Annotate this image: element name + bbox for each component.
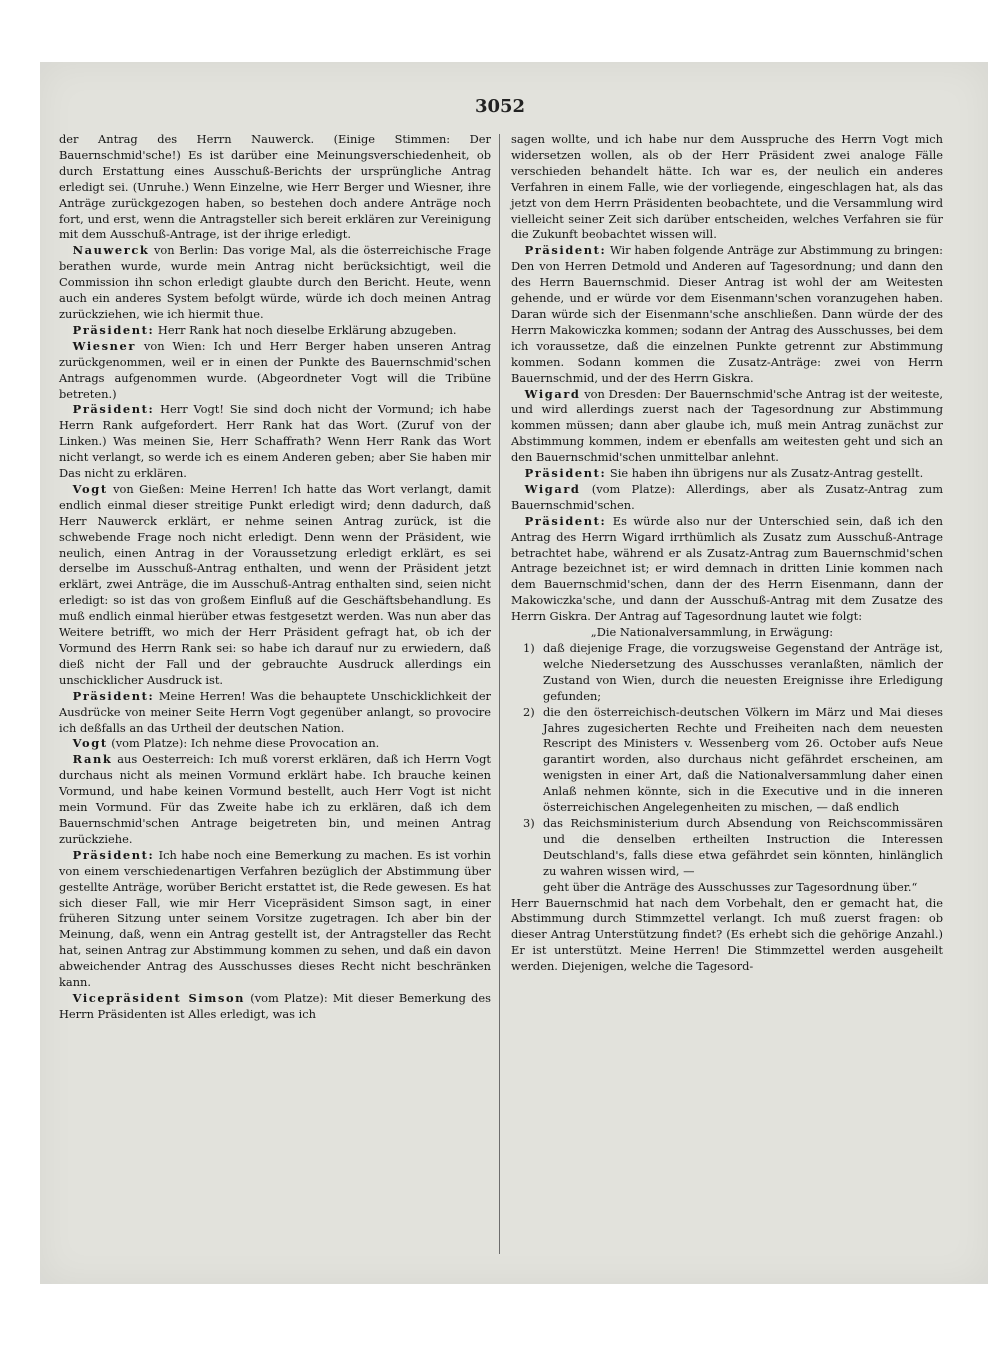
list-number: 2) — [523, 704, 535, 719]
list-number: 1) — [523, 641, 535, 655]
paragraph — [59, 402, 491, 482]
list-item — [511, 816, 943, 880]
paragraph — [59, 482, 491, 689]
speaker-name: Präsident: — [524, 243, 607, 258]
speech-text: von Dresden: Der Bauernschmid'sche Antrag ist der weiteste, und wird allerdings zuerst nach der Tagesordnung zur Abstimmung kommen müssen; dann aber glaube ich, muß mein Antrag zunächst zur Abstimmung kommen, indem er ebenfalls am weitesten geht und sich an den Bauernschmid'schen unmittelbar anlehnt. — [511, 386, 943, 465]
paragraph — [59, 991, 491, 1023]
speech-text: Es würde also nur der Unterschied sein, daß ich den Antrag des Herrn Wigard irrthümlich als Zusatz zum Ausschuß-Antrage betrachtet habe, während er als Zusatz-Antrag zum Bauernschmid'schen Antrage bezeichnet ist; er wird demnach in dritten Linie kommen nach dem Bauernschmid'schen, dann der des Herrn Eisenmann, dann der Makowiczka'sche, und dann der Ausschuß-Antrag mit dem Zusatze des Herrn Giskra. Der Antrag auf Tagesordnung lautet wie folgt: — [511, 513, 943, 624]
quote-close: geht über die Anträge des Ausschusses zur Tagesordnung über.“ — [543, 879, 918, 894]
speaker-name: Präsident: — [72, 402, 155, 417]
speech-text: Wir haben folgende Anträge zur Abstimmung zu bringen: Den von Herren Detmold und Anderen auf Tagesordnung; und dann den des Herrn Bauernschmid. Dieser Antrag ist wohl der am Weitesten gehende, und er würde vor dem Eisenmann'schen voranzugehen haben. Daran würde sich der Eisenmann'sche anschließen. Dann würde der des Herrn Makowiczka kommen; sodann der Antrag des Ausschusses, bei dem ich voraussetze, daß die einzelnen Punkte getrennt zur Abstimmung kommen. Sodann kommen die Zusatz-Anträge: zwei von Herrn Bauernschmid, und der des Herrn Giskra. — [511, 243, 943, 385]
speaker-name: Wiesner — [72, 338, 136, 353]
speech-text: (vom Platze): Allerdings, aber als Zusatz-Antrag zum Bauernschmid'schen. — [511, 481, 943, 512]
speaker-name: Vogt — [72, 481, 108, 496]
paragraph — [511, 466, 943, 482]
paragraph — [511, 482, 943, 514]
paragraph — [511, 243, 943, 386]
speech-text: Herr Vogt! Sie sind doch nicht der Vormund; ich habe Herrn Rank aufgefordert. Herr Rank hat das Wort. (Zuruf von der Linken.) Was meinen Sie, Herr Schaffrath? Wenn Herr Rank das Wort nicht verlangt, so werde ich es einem Anderen geben; aber Sie haben mir Das nicht zu erklären. — [59, 402, 491, 481]
paragraph: sagen wollte, und ich habe nur dem Ausspruche des Herrn Vogt mich widersetzen wollen, als ob der Herr Präsident zwei analoge Fälle verschieden behandelt hätte. Ich war es, der neulich ein anderes Verfahren in einem Falle, wie der vorliegende, eingeschlagen hat, als das jetzt von dem Herrn Präsidenten beobachtete, und die Versammlung wird vielleicht seiner Zeit sich darüber entscheiden, welches Verfahren sie für die Zukunft beobachtet wissen will. — [511, 132, 943, 242]
speech-text: Herr Rank hat noch dieselbe Erklärung abzugeben. — [154, 322, 457, 337]
speaker-name: Präsident: — [72, 322, 155, 337]
paragraph — [59, 689, 491, 737]
speech-text: aus Oesterreich: Ich muß vorerst erklären, daß ich Herrn Vogt durchaus nicht als meinen Vormund erklärt habe. Ich brauche keinen Vormund, und habe keinen Vormund bestellt, auch Herr Vogt ist nicht mein Vormund. Für das Zweite habe ich zu erklären, daß ich dem Bauernschmid'schen Antrage beigetreten bin, und meinen Antrag zurückziehe. — [59, 752, 491, 846]
speech-text: Sie haben ihn übrigens nur als Zusatz-Antrag gestellt. — [606, 466, 924, 481]
speech-text: (vom Platze): Mit dieser Bemerkung des Herrn Präsidenten ist Alles erledigt, was ich — [59, 990, 491, 1021]
list-item — [511, 641, 943, 705]
paragraph — [511, 387, 943, 467]
speaker-name: Rank — [72, 752, 113, 767]
paragraph — [59, 323, 491, 339]
speech-text: Ich habe noch eine Bemerkung zu machen. Es ist vorhin von einem verschiedenartigen Verfahren bezüglich der Abstimmung über gestellte Anträge, worüber Bericht erstattet ist, die Rede gewesen. Es hat sich dieser Fall, wie mir Herr Vicepräsident Simson sagt, in einer früheren Sitzung unter seinem Vorsitze zugetragen. Ich aber bin der Meinung, daß, wenn ein Antrag gestellt ist, der Antragsteller das Recht hat, seinen Antrag zur Abstimmung kommen zu sehen, und daß ein davon abweichender Antrag des Ausschusses dieses Recht nicht beschränken kann. — [59, 847, 491, 990]
list-text: die den österreichisch-deutschen Völkern im März und Mai dieses Jahres zugesicherten Rechte und Freiheiten nach dem neuesten Rescript des Ministers v. Wessenberg vom 26. October aufs Neue garantirt worden, also durchaus nicht gefährdet erscheinen, am wenigsten in einer Art, daß die Nationalversammlung daher einen Anlaß nehmen könnte, sich in die Executive und in die inneren österreichischen Angelegenheiten zu mischen, — daß endlich — [543, 704, 943, 815]
page-number: 3052 — [474, 96, 526, 117]
list-text: daß diejenige Frage, die vorzugsweise Gegenstand der Anträge ist, welche Niedersetzung des Ausschusses veranlaßten, nämlich der Zustand von Wien, durch die neuesten Ereignisse ihre Erledigung gefunden; — [543, 641, 943, 703]
speaker-name: Präsident: — [72, 688, 155, 703]
speech-text: von Wien: Ich und Herr Berger haben unseren Antrag zurückgenommen, weil er in einen der Punkte des Bauernschmid'schen Antrags aufgenommen wurde. (Abgeordneter Vogt will die Tribüne betreten.) — [59, 338, 491, 401]
right-column — [511, 132, 943, 975]
speaker-name: Wigard — [524, 481, 581, 496]
paragraph — [59, 752, 491, 847]
column-divider — [499, 134, 500, 1254]
paragraph — [59, 339, 491, 403]
speaker-name: Vogt — [72, 736, 108, 751]
speaker-name: Nauwerck — [72, 243, 150, 258]
paragraph — [511, 514, 943, 625]
paragraph — [59, 736, 491, 752]
speaker-name: Wigard — [524, 386, 581, 401]
speaker-name: Vicepräsident Simson — [72, 990, 246, 1005]
speech-text: von Gießen: Meine Herren! Ich hatte das Wort verlangt, damit endlich einmal dieser streitige Punkt erledigt wird; denn dadurch, daß Herr Nauwerck erklärt, er nehme seinen Antrag zurück, ist die schwebende Frage noch nicht erledigt. Denn wenn der Präsident, wie neulich, einen Antrag in der Voraussetzung erledigt erklärt, es sei derselbe im Ausschuß-Antrag enthalten, und wenn der Präsident jetzt erklärt, zwei Anträge, die im Ausschuß-Antrag enthalten sind, seien nicht erledigt: so ist das von großem Einfluß auf die Geschäftsbehandlung. Es muß endlich einmal hierüber etwas festgesetzt werden. Was nun aber das Weitere betrifft, wo mich der Herr Präsident gefragt hat, ob ich der Vormund des Herrn Rank sei: so habe ich darauf nur zu erwiedern, daß dieß nicht der Fall und der gebrauchte Ausdruck allerdings ein unschicklicher Ausdruck ist. — [59, 481, 491, 687]
paragraph: der Antrag des Herrn Nauwerck. (Einige Stimmen: Der Bauernschmid'sche!) Es ist darüber eine Meinungsverschiedenheit, ob durch Erstattung eines Ausschuß-Berichts der ursprüngliche Antrag erledigt sei. (Unruhe.) Wenn Einzelne, wie Herr Berger und Wiesner, ihre Anträge zurückgezogen haben, so bestehen doch andere Anträge noch fort, und erst, wenn die Antragsteller sich bereit erklären zur Vereinigung mit dem Ausschuß-Antrage, ist der ihrige erledigt. — [59, 132, 491, 242]
speaker-name: Präsident: — [524, 513, 607, 528]
left-column — [59, 132, 491, 1023]
paragraph — [59, 243, 491, 323]
speech-text: von Berlin: Das vorige Mal, als die österreichische Frage berathen wurde, wurde mein Antrag nicht berücksichtigt, weil die Commission ihn schon erledigt glaubte durch den Bericht. Heute, wenn auch ein anderes System befolgt würde, würde ich doch meinen Antrag zurückziehen, wie ich hiermit thue. — [59, 243, 491, 321]
list-number: 3) — [523, 815, 535, 830]
speaker-name: Präsident: — [524, 466, 607, 481]
speech-text: (vom Platze): Ich nehme diese Provocation an. — [107, 736, 380, 751]
list-item — [511, 705, 943, 816]
paragraph: Herr Bauernschmid hat nach dem Vorbehalt, den er gemacht hat, die Abstimmung durch Stimmzettel verlangt. Ich muß zuerst fragen: ob dieser Antrag Unterstützung findet? (Es erhebt sich die gehörige Anzahl.) Er ist unterstützt. Meine Herren! Die Stimmzettel werden ausgeheilt werden. Diejenigen, welche die Tagesord- — [511, 895, 943, 974]
speech-text: Meine Herren! Was die behauptete Unschicklichkeit der Ausdrücke von meiner Seite Herrn Vogt gegenüber anlangt, so provocire ich deßfalls an das Urtheil der deutschen Nation. — [59, 688, 491, 735]
quote-intro: „Die Nationalversammlung, in Erwägung: — [590, 625, 834, 640]
list-text: das Reichsministerium durch Absendung von Reichscommissären und die denselben ertheilten Instruction die Interessen Deutschland's, falls diese etwa gefährdet sein könnten, hinlänglich zu wahren wissen wird, — — [543, 815, 943, 878]
speaker-name: Präsident: — [72, 847, 155, 862]
paragraph — [59, 848, 491, 991]
